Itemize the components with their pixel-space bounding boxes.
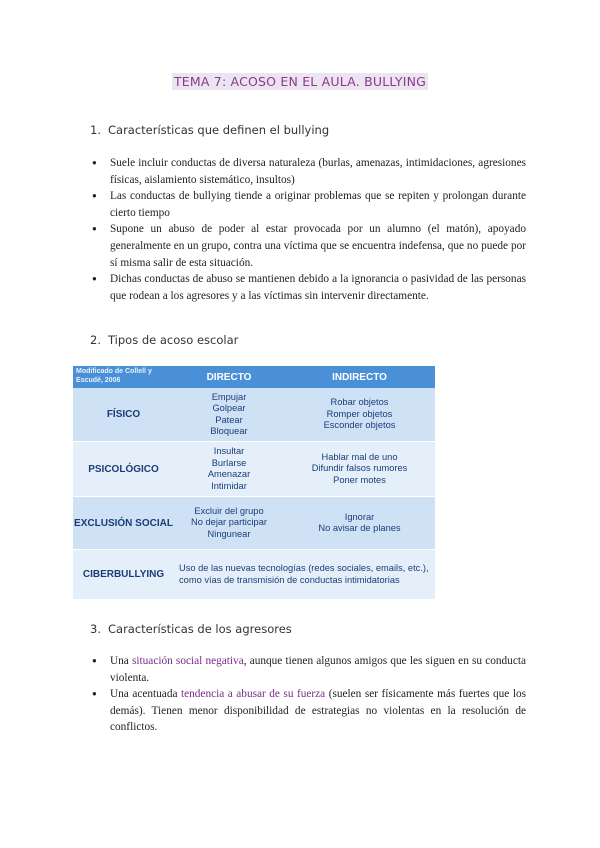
indirect-cell — [284, 497, 435, 549]
column-header-indirect: INDIRECTO — [332, 371, 387, 383]
cell-line: Hablar mal de uno — [321, 451, 398, 462]
section1-heading — [90, 123, 329, 137]
section3-number: 3. — [90, 622, 101, 636]
cell-line: Ningunear — [207, 528, 251, 539]
section1-list — [92, 155, 526, 304]
cell-line: Burlarse — [211, 457, 247, 468]
text-run: Una acentuada — [110, 688, 181, 701]
cell-line: Insultar — [213, 446, 245, 456]
cell-line: Empujar — [211, 391, 247, 402]
table-row — [73, 442, 435, 496]
list-item: ● Las conductas de bullying tiende a originar problemas que se repiten y prolongan durante cierto tiempo — [92, 188, 526, 221]
cell-line: Excluir del grupo — [194, 505, 264, 516]
cell-line: No dejar participar — [191, 517, 267, 528]
section2-heading — [90, 333, 238, 347]
cell-line: Poner motes — [333, 474, 386, 485]
section1-heading-text: Características que definen el bullying — [108, 123, 330, 137]
highlight-text: situación social negativa — [131, 655, 244, 667]
list-item: ● Suele incluir conductas de diversa naturaleza (burlas, amenazas, intimidaciones, agresiones físicas, aislamiento sistemático, insultos) — [92, 155, 526, 188]
section3-heading-text: Características de los agresores — [108, 622, 292, 636]
indirect-cell — [284, 388, 435, 441]
cell-line: Intimidar — [211, 480, 247, 491]
list-item: ● Dichas conductas de abuso se mantienen debido a la ignorancia o pasividad de las personas que rodean a los agresores y a las víctimas sin intervenir directamente. — [92, 271, 526, 304]
title-text: TEMA 7: ACOSO EN EL AULA. BULLYING — [173, 74, 427, 89]
cell-line: Amenazar — [207, 469, 251, 479]
table-row — [73, 388, 435, 441]
direct-cell — [174, 497, 284, 549]
indirect-cell — [284, 442, 435, 496]
text-run: (suelen ser físicamente más fuertes que los demás). Tienen menor disponibilidad de estrategias no violentas en la resolución de conflictos. — [110, 688, 527, 734]
table-row — [73, 497, 435, 549]
cell-line: Robar objetos — [330, 397, 389, 408]
highlight-text: tendencia a abusar de su fuerza — [180, 688, 326, 701]
list-item — [92, 653, 526, 686]
cell-line: Romper objetos — [326, 408, 393, 419]
cell-line: Patear — [215, 414, 243, 425]
section1-number: 1. — [90, 123, 101, 137]
section3-list — [92, 653, 526, 736]
cell-line: Esconder objetos — [323, 420, 396, 431]
row-type-label: PSICOLÓGICO — [88, 463, 159, 475]
table-source-note: Modificado de Collell y Escudé, 2006 — [76, 368, 152, 384]
row-type-label: EXCLUSIÓN SOCIAL — [74, 517, 173, 529]
column-header-direct: DIRECTO — [206, 371, 252, 383]
list-item — [92, 686, 526, 736]
cell-line: Golpear — [212, 403, 246, 413]
row-type-label: CIBERBULLYING — [82, 569, 165, 580]
row-type-label: FÍSICO — [106, 409, 141, 420]
cyber-description: Uso de las nuevas tecnologías (redes sociales, emails, etc.), como vías de transmisión de conductas intimidatorias — [179, 563, 429, 585]
cell-line: Ignorar — [344, 511, 375, 522]
cell-line: Bloquear — [210, 426, 248, 436]
direct-cell — [174, 442, 284, 496]
table-row — [73, 550, 435, 599]
bullying-types-table — [73, 366, 435, 599]
text-run: Una — [110, 655, 132, 667]
text-run: , aunque tienen algunos amigos que les siguen en su conducta violenta. — [110, 655, 526, 684]
list-item: ● Supone un abuso de poder al estar provocada por un alumno (el matón), apoyado generalmente en un grupo, contra una víctima que se encuentra indefensa, que no puede por sí misma salir de esta situación. — [92, 221, 526, 271]
page-title — [0, 73, 600, 91]
cell-line: Difundir falsos rumores — [311, 463, 408, 474]
cell-line: No avisar de planes — [318, 523, 401, 533]
direct-cell — [174, 388, 284, 441]
section3-heading — [90, 622, 292, 636]
section2-number: 2. — [90, 333, 101, 347]
section2-heading-text: Tipos de acoso escolar — [108, 333, 239, 347]
